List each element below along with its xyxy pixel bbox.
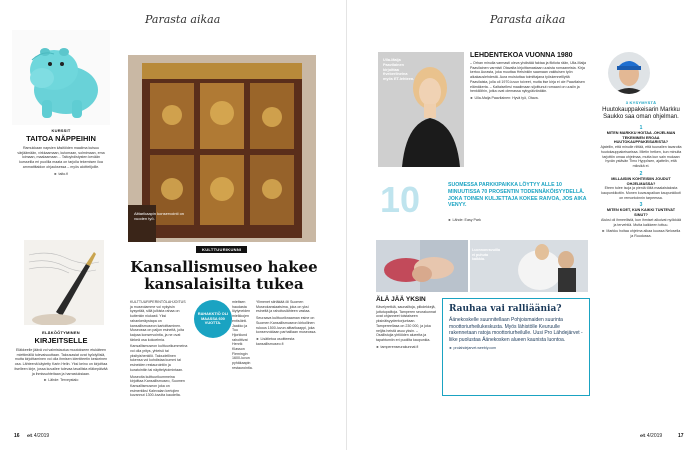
q3-number: 3: [639, 202, 643, 209]
left-section-header: Parasta aikaa: [145, 13, 221, 26]
kirjeet-body: Eläkkeelle jäävä voi valmistautua muutokseen etukäteen miettimällä tulevaisuuttaan. Talousasiat ovat hyödyllisiä, mutta kirjoittaminen voi olla ihmisen identiteetin keskeinen osa. Lähteenä käytetty Karin Helin. Yksi keino on kirjoittaa itselleen kirje, jossa kuvailee tulevaa tavallista eläkepäivää ja ihmissuhteitaan ja harrastuksiaan.: [14, 348, 108, 376]
alajaayksin-body: Kävelyretkiä, saunailtoja, piikdekkejä, juttutupailtoja. Tamperen seurakunnat ovat ohjanneet toistaiseen yksinäisyydentorjuntaan. Tampereellasa on 230 000, ja joka neljäs heistä asuu yksin. – Osallistujia yhtiöiden alueelta ja tapahtumiin eri puolilta kaupunkia.: [376, 305, 436, 342]
museo-badge-circle: [194, 300, 232, 338]
museo-body3: Museoita kulttuurikummeina kirjoittaa Kansallismuseo, Suomen Kansallismuseon joka on esimerkiksi Kalevalan kertojien kuvannut 1300-luvulta kaudelta.: [130, 374, 185, 398]
right-page-number: 17: [678, 433, 684, 439]
parking-quote-number: 10: [380, 179, 421, 220]
paavilainen-caption: Ulla-Maija Paavilainen kirjoittaa fiveberlineina myös ET-lehteen.: [383, 58, 415, 82]
museo-body4: mieltsen haudasta löytyneiden mielkkojen entisöinti. Jaakko ja Tuu Hjorklund rahoittivat Henrik Klasson Flemingin 1600-luvun pyhäkaapin restaurointia.: [232, 300, 253, 370]
saukko-portrait: [608, 52, 650, 94]
hands-photo: [376, 240, 468, 292]
page-gutter: [346, 0, 347, 450]
q1-number: 1: [639, 124, 643, 131]
kirjeet-article: [14, 330, 108, 383]
kysymysta-kicker: 3 KYSYMYSTÄ: [625, 100, 657, 105]
right-footer-brand: [640, 433, 662, 439]
kirjeet-title: KIRJEITSELLE: [34, 336, 88, 345]
museo-body6: Seuraava kulttuuriknaaman esine on Suomen Kansallismuseon kirkollinen rukous 1500-luvun alttarikaappi, joka konservoidaan parhaillaan museossa.: [256, 316, 317, 335]
museo-badge-text: RAHAKKTIÖ OLI MAASSA 600 VUOTTA.: [197, 312, 229, 326]
q2-number: 2: [639, 170, 643, 177]
kurssit-body: Ramukkaan napsien käsitöiden maailma kutsuu värjäämään, virkkaamaan, kutomaan, solmimaan, ema loimaan, maalaamaan… Taitoyhdistysten kevään kursseilla eri puolilla maata on tarjolla tekemisen iloa ammattitaidon ohjauksessa – myös aloittelijoille.: [17, 146, 105, 169]
q3-text: MITEN KOET, KUN KAIKKI TUNTEVAT SINUT?: [606, 208, 676, 218]
kurssit-kicker: KURSSIT: [51, 128, 71, 133]
question-2: [600, 171, 682, 201]
kurssit-article: [14, 128, 108, 176]
alajaayksin-link[interactable]: ► tamperenseurakunnat.fi: [376, 344, 419, 349]
right-section-header: Parasta aikaa: [490, 13, 566, 26]
parking-quote-text: SUOMESSA PARKKIPAIKKA LÖYTYY ALLE 10 MINUUTISSA 70 PROSENTIN TODENNÄKÖISYYDELLÄ. JOKA TOINEN KULJETTAJA KOKEE RAIVOA, JOS AIKA VENYY.: [448, 182, 587, 209]
museo-body-col3: [256, 300, 318, 346]
left-page-number: 16: [14, 433, 20, 439]
paavilainen-photo: [378, 52, 464, 167]
kirjeet-link[interactable]: ► Lähde: Terveystalo: [43, 378, 79, 383]
q2-text: MILLAISIIN KOHTEISIIN JOUDUT OHJELMASSA?: [611, 176, 671, 186]
kurssit-link[interactable]: ► taito.fi: [53, 171, 69, 176]
lehdentekoa-body: – Orhan minulla varmasti oleva yhdistää faktaa ja fiktiota rään, Ulla-Maija Paavilainen varmisti Otavalta kirjoittamastaan uusista romaaneista. Kirja kertoo Aurasta, joka muuttaa Helsinkiin saamaan vakituisen työn aikakauslehdestä. Aura muistuttaa toimittajana työskennelllyttä Paavilaista, jolla oli 1970-luvun toiveet, mutta itse kirja ei ole Paavilaisen elämäkerta. – Kaltaisellesi maailmaan sijoittunut romaani on uusiin ja henkilöihin, jotka ovat olemassa nykypäivänäkin.: [470, 61, 587, 94]
kysymysta-link[interactable]: ► Markku hoitaa ohjelma alkaa kuussa Nelosella ja Ruudussa.: [601, 229, 681, 239]
museo-body1: KULTTUURIPERINTÖLAHJOITUS ja museoiamme voi nykyisin kysyntää, sillä julkista rahaa on kuitenkin niukasti. Yksi rahankeräystapa on kansallismuseon kartoittaminen. Museossa on paljon esineitä, joita kaipaa konservointia, ja ne ovat tärkeä osa kokoelmia.: [130, 300, 186, 342]
alajaayksin-article: [376, 296, 436, 349]
altarpiece-photo: [128, 55, 316, 242]
q3-answer: Aluksi oli ihmeellistä, kun ihmiset alkoivat nyökkää ja tervehtiä. Mutta kaikkeen tottuu.: [601, 218, 681, 227]
museo-body2: Kansallismuseon kulttuurikummeina voi olla yritys, yhteisö tai yksityishenkilö. Taloudellinen tukensa voi kohdistaa kummi tai esineiden restaurointiin ja kuratointiin tai näyttelytoimintaan.: [130, 344, 188, 372]
wedding-photo: [470, 240, 588, 292]
alajaayksin-title: ÄLÄ JÄÄ YKSIN: [376, 296, 426, 303]
lehdentekoa-link[interactable]: ► Ulla-Maija Paavilainen: Hyvä työ, Otava.: [470, 95, 539, 100]
q1-answer: Ajatellin, että minulle riittää, että tuunailen tavaroita huutokauppakeisarissa. Mietin hetken, kun minulta tarjottiin omaa ohjelmaa, mutta kun sain mukaan hyvän ystävän Timo Hyppösen, ajattelin, että miksikä ei.: [600, 145, 682, 169]
museo-body-col2: [192, 300, 253, 371]
question-3: [600, 202, 682, 227]
kirjeet-kicker: ELÄKÖÖTYMINEN: [42, 330, 80, 335]
q1-text: MITEN MARKKU HOITAA -OHJELMAN TEKEMINEN EROAA HUUTOKAUPPAKEISARISTA?: [606, 130, 676, 145]
wedding-caption: Luonnonravuilla ei puhuta kaikkia.: [472, 248, 500, 262]
right-brand: et: [640, 433, 646, 439]
q2-answer: Eteen tulee isoja ja pieniä töitä maalaistalosta kaupunkikotiin. Monen kuvauspaikan kaupunkikoti on remontoinnin tarpeessa.: [601, 186, 681, 200]
fountain-pen-photo: [24, 240, 104, 325]
kysymysta-title: Huutokauppakeisarin Markku Saukko saa oman ohjelman.: [602, 107, 680, 121]
ad-title: Rauhaa vai ralliäänia?: [449, 304, 562, 314]
left-footer-brand: [27, 433, 49, 439]
knitted-hippo-photo: [12, 30, 110, 125]
question-1: [600, 125, 682, 169]
ad-link[interactable]: ► prolahdejarvet.weebly.com: [449, 346, 497, 351]
parking-quote-link[interactable]: ► Lähde: Easy Park: [448, 218, 481, 222]
museo-title: Kansallismuseo hakee kansalaisilta tukea: [130, 258, 318, 293]
kurssit-title: TAITOA NÄPPEIHIN: [26, 134, 96, 143]
lehdentekoa-article: [470, 52, 588, 101]
left-issue: 4/2019: [33, 433, 50, 439]
museo-body7[interactable]: ► Lisätietoa osoitteesta kansallismuseo.fi: [256, 336, 295, 346]
museo-body-col1: [130, 300, 188, 398]
left-brand: et: [27, 433, 33, 439]
kysymysta-article: [600, 100, 682, 239]
lehdentekoa-title: LEHDENTEKOA VUONNA 1980: [470, 52, 573, 59]
ad-box: [442, 298, 590, 396]
museo-kicker: KULTTUURIKUNNI: [196, 246, 247, 253]
museo-body5: Ylimenet siirtäkää öli Suomen Museokansiaatsima, joka on yksi esineitä ja rahoituslähteen vastaa.: [256, 300, 311, 314]
altarpiece-caption: Alttarikaapin konservointi on vuoden työ.: [134, 211, 185, 221]
right-issue: 4/2019: [646, 433, 663, 439]
parking-quote-box: [376, 180, 590, 226]
ad-body: Äänekoskelle suunnitellaan Pohjoismaiden suurinta moottoriurheilukeskusta. Myös lähistölle Keuruulle rakennetaan ratoja moottoriurheilulle. Uusi Pro Lähdejärvet -liike puolustaa Äänekosken alueen kaunista luontoa.: [449, 317, 583, 343]
